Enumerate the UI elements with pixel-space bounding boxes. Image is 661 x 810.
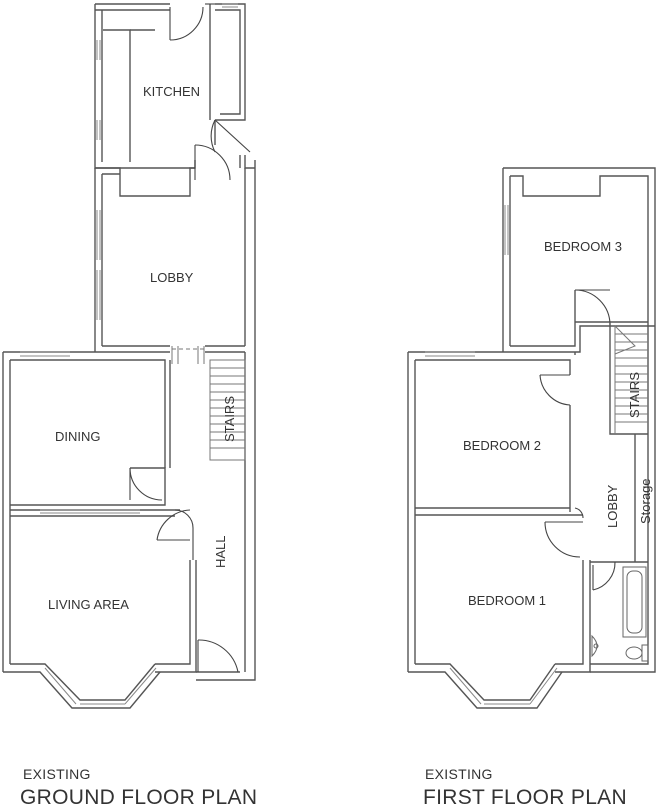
room-label-lobby-first: LOBBY [605,484,620,528]
room-label-bedroom-2: BEDROOM 2 [463,438,542,453]
first-floor-caption-sub: EXISTING [425,766,493,782]
room-label-kitchen: KITCHEN [143,84,201,99]
room-label-stairs-ground: STAIRS [222,396,237,442]
ground-floor-plan [3,4,255,708]
first-floor-caption-title: FIRST FLOOR PLAN [423,786,627,809]
room-label-dining: DINING [55,429,101,444]
room-label-lobby-ground: LOBBY [150,270,194,285]
lobby-door [195,145,230,180]
dining-living-opening [40,510,140,513]
lobby-dashed-opening [172,346,205,364]
room-label-bedroom-1: BEDROOM 1 [468,593,547,608]
bedroom2-door [540,375,570,405]
kitchen-door-side [211,120,250,152]
toilet [626,645,648,661]
lobby-walls [95,160,255,352]
ground-floor-caption-sub: EXISTING [23,766,91,782]
bedroom3-window [505,205,508,255]
ground-floor-caption-title: GROUND FLOOR PLAN [20,786,258,809]
dining-door [130,468,162,500]
ground-main-walls [3,352,255,680]
bathtub [623,567,646,637]
bathroom-door [593,562,615,590]
first-floor-plan [408,168,655,708]
bay-window-first [408,664,562,708]
front-door [198,640,238,672]
lobby-windows [97,210,100,320]
room-label-bedroom-3: BEDROOM 3 [544,239,623,254]
bedroom3-door [575,290,610,325]
bedroom3-walls [503,168,655,352]
room-label-living-area: LIVING AREA [48,597,129,612]
kitchen-door-top [170,4,215,40]
room-label-storage: Storage [638,478,653,524]
bay-window-ground [3,664,160,708]
room-label-stairs-first: STAIRS [627,372,642,418]
living-door [157,510,193,560]
washbasin [592,636,598,656]
room-label-hall: HALL [213,535,228,568]
